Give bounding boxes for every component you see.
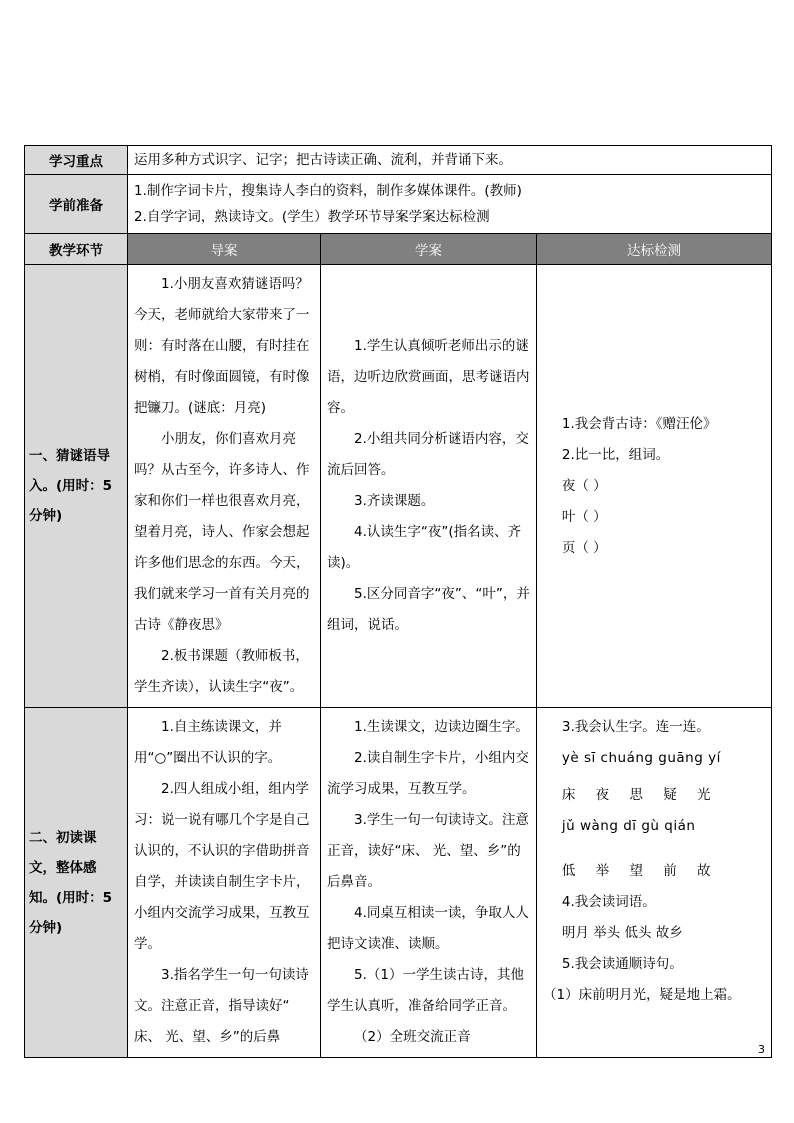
section2-check-chars1: 床 夜 思 疑 光: [561, 787, 719, 803]
header-check: 达标检测: [537, 234, 772, 265]
section1-study-p2: 2.小组共同分析谜语内容，交流后回答。: [327, 431, 529, 478]
section2-guide: [128, 708, 321, 1058]
section1-label: 一、猜谜语导入。(用时：5分钟): [25, 265, 128, 708]
section2-check: [537, 708, 772, 1058]
section1-check-p2: 2.比一比，组词。: [561, 446, 670, 463]
section1-check-p1: 1.我会背古诗：《赠汪伦》: [561, 415, 717, 432]
section2-guide-p1: 1.自主练读课文，并用“○”圈出不认识的字。: [134, 719, 282, 766]
section2-study-p5: 5.（1）一学生读古诗，其他学生认真听，准备给同学正音。: [327, 967, 524, 1014]
header-guide: 导案: [128, 234, 321, 265]
section2-check-chars2: 低 举 望 前 故: [561, 863, 719, 879]
section1-guide: [128, 265, 321, 708]
section1-guide-p1: 1.小朋友喜欢猜谜语吗？今天，老师就给大家带来了一则：有时落在山腰，有时挂在树梢，有时像面圆镜，有时像把镰刀。(谜底：月亮): [134, 276, 310, 416]
prep-text: [128, 175, 772, 234]
section1-check-p3: 夜（ ）: [561, 477, 607, 494]
section2-guide-p3: 3.指名学生一句一句读诗文。注意正音，指导读好“ 床、 光、望、乡”的后鼻: [134, 967, 309, 1045]
section1-guide-p2: 小朋友，你们喜欢月亮吗？从古至今，许多诗人、作家和你们一样也很喜欢月亮，望着月亮，诗人、作家会想起许多他们思念的东西。今天，我们就来学习一首有关月亮的古诗《静夜思》: [134, 431, 310, 633]
section2-study-p6: （2）全班交流正音: [354, 1029, 471, 1045]
section2-check-poem: （1）床前明月光，疑是地上霜。: [543, 987, 741, 1003]
section1-study-p1: 1.学生认真倾听老师出示的谜语，边听边欣赏画面，思考谜语内容。: [327, 338, 530, 416]
page-number: 3: [758, 1043, 765, 1056]
section2-check-pinyin2: jǔ wàng dī gù qián: [561, 818, 696, 834]
section1-study: [321, 265, 537, 708]
section1-study-p3: 3.齐读课题。: [354, 493, 435, 509]
header-stage: 教学环节: [25, 234, 128, 265]
section1-study-p4: 4.认读生字“夜”(指名读、齐读)。: [327, 524, 522, 571]
section2-check-q5: 5.我会读通顺诗句。: [561, 956, 683, 972]
section2-study-p2: 2.读自制生字卡片，小组内交流学习成果，互教互学。: [327, 750, 529, 797]
prep-line-2: 2.自学字词，熟读诗文。(学生）教学环节导案学案达标检测: [134, 209, 490, 225]
section1-check-p4: 叶（ ）: [561, 508, 607, 525]
section1-check: [537, 265, 772, 708]
section2-check-words: 明月 举头 低头 故乡: [561, 925, 683, 941]
header-study: 学案: [321, 234, 537, 265]
section2-study-p3: 3.学生一句一句读诗文。注意正音，读好“床、 光、望、乡”的后鼻音。: [327, 812, 529, 890]
section2-check-pinyin1: yè sī chuáng guāng yí: [561, 750, 721, 766]
section2-study-p4: 4.同桌互相读一读，争取人人把诗文读准、读顺。: [327, 905, 529, 952]
section1-check-p5: 页（ ）: [561, 539, 607, 556]
section1-study-p5: 5.区分同音字“夜”、“叶”，并组词，说话。: [327, 586, 530, 633]
prep-line-1: 1.制作字词卡片，搜集诗人李白的资料，制作多媒体课件。(教师): [134, 183, 522, 199]
focus-text: 运用多种方式识字、记字；把古诗读正确、流利，并背诵下来。: [128, 146, 772, 175]
lesson-plan-table: [24, 145, 772, 1058]
prep-label: 学前准备: [25, 175, 128, 234]
focus-label: 学习重点: [25, 146, 128, 175]
section2-guide-p2: 2.四人组成小组，组内学习：说一说有哪几个字是自己认识的，不认识的字借助拼音自学，并读读自制生字卡片，小组内交流学习成果，互教互学。: [134, 781, 310, 952]
section2-check-q3: 3.我会认生字。连一连。: [561, 719, 710, 735]
section2-check-q4: 4.我会读词语。: [561, 894, 656, 910]
section2-study: [321, 708, 537, 1058]
section2-label: 二、初读课文，整体感知。(用时：5分钟): [25, 708, 128, 1058]
section1-guide-p3: 2.板书课题（教师板书，学生齐读），认读生字“夜”。: [134, 648, 309, 695]
section2-study-p1: 1.生读课文，边读边圈生字。: [354, 719, 529, 735]
